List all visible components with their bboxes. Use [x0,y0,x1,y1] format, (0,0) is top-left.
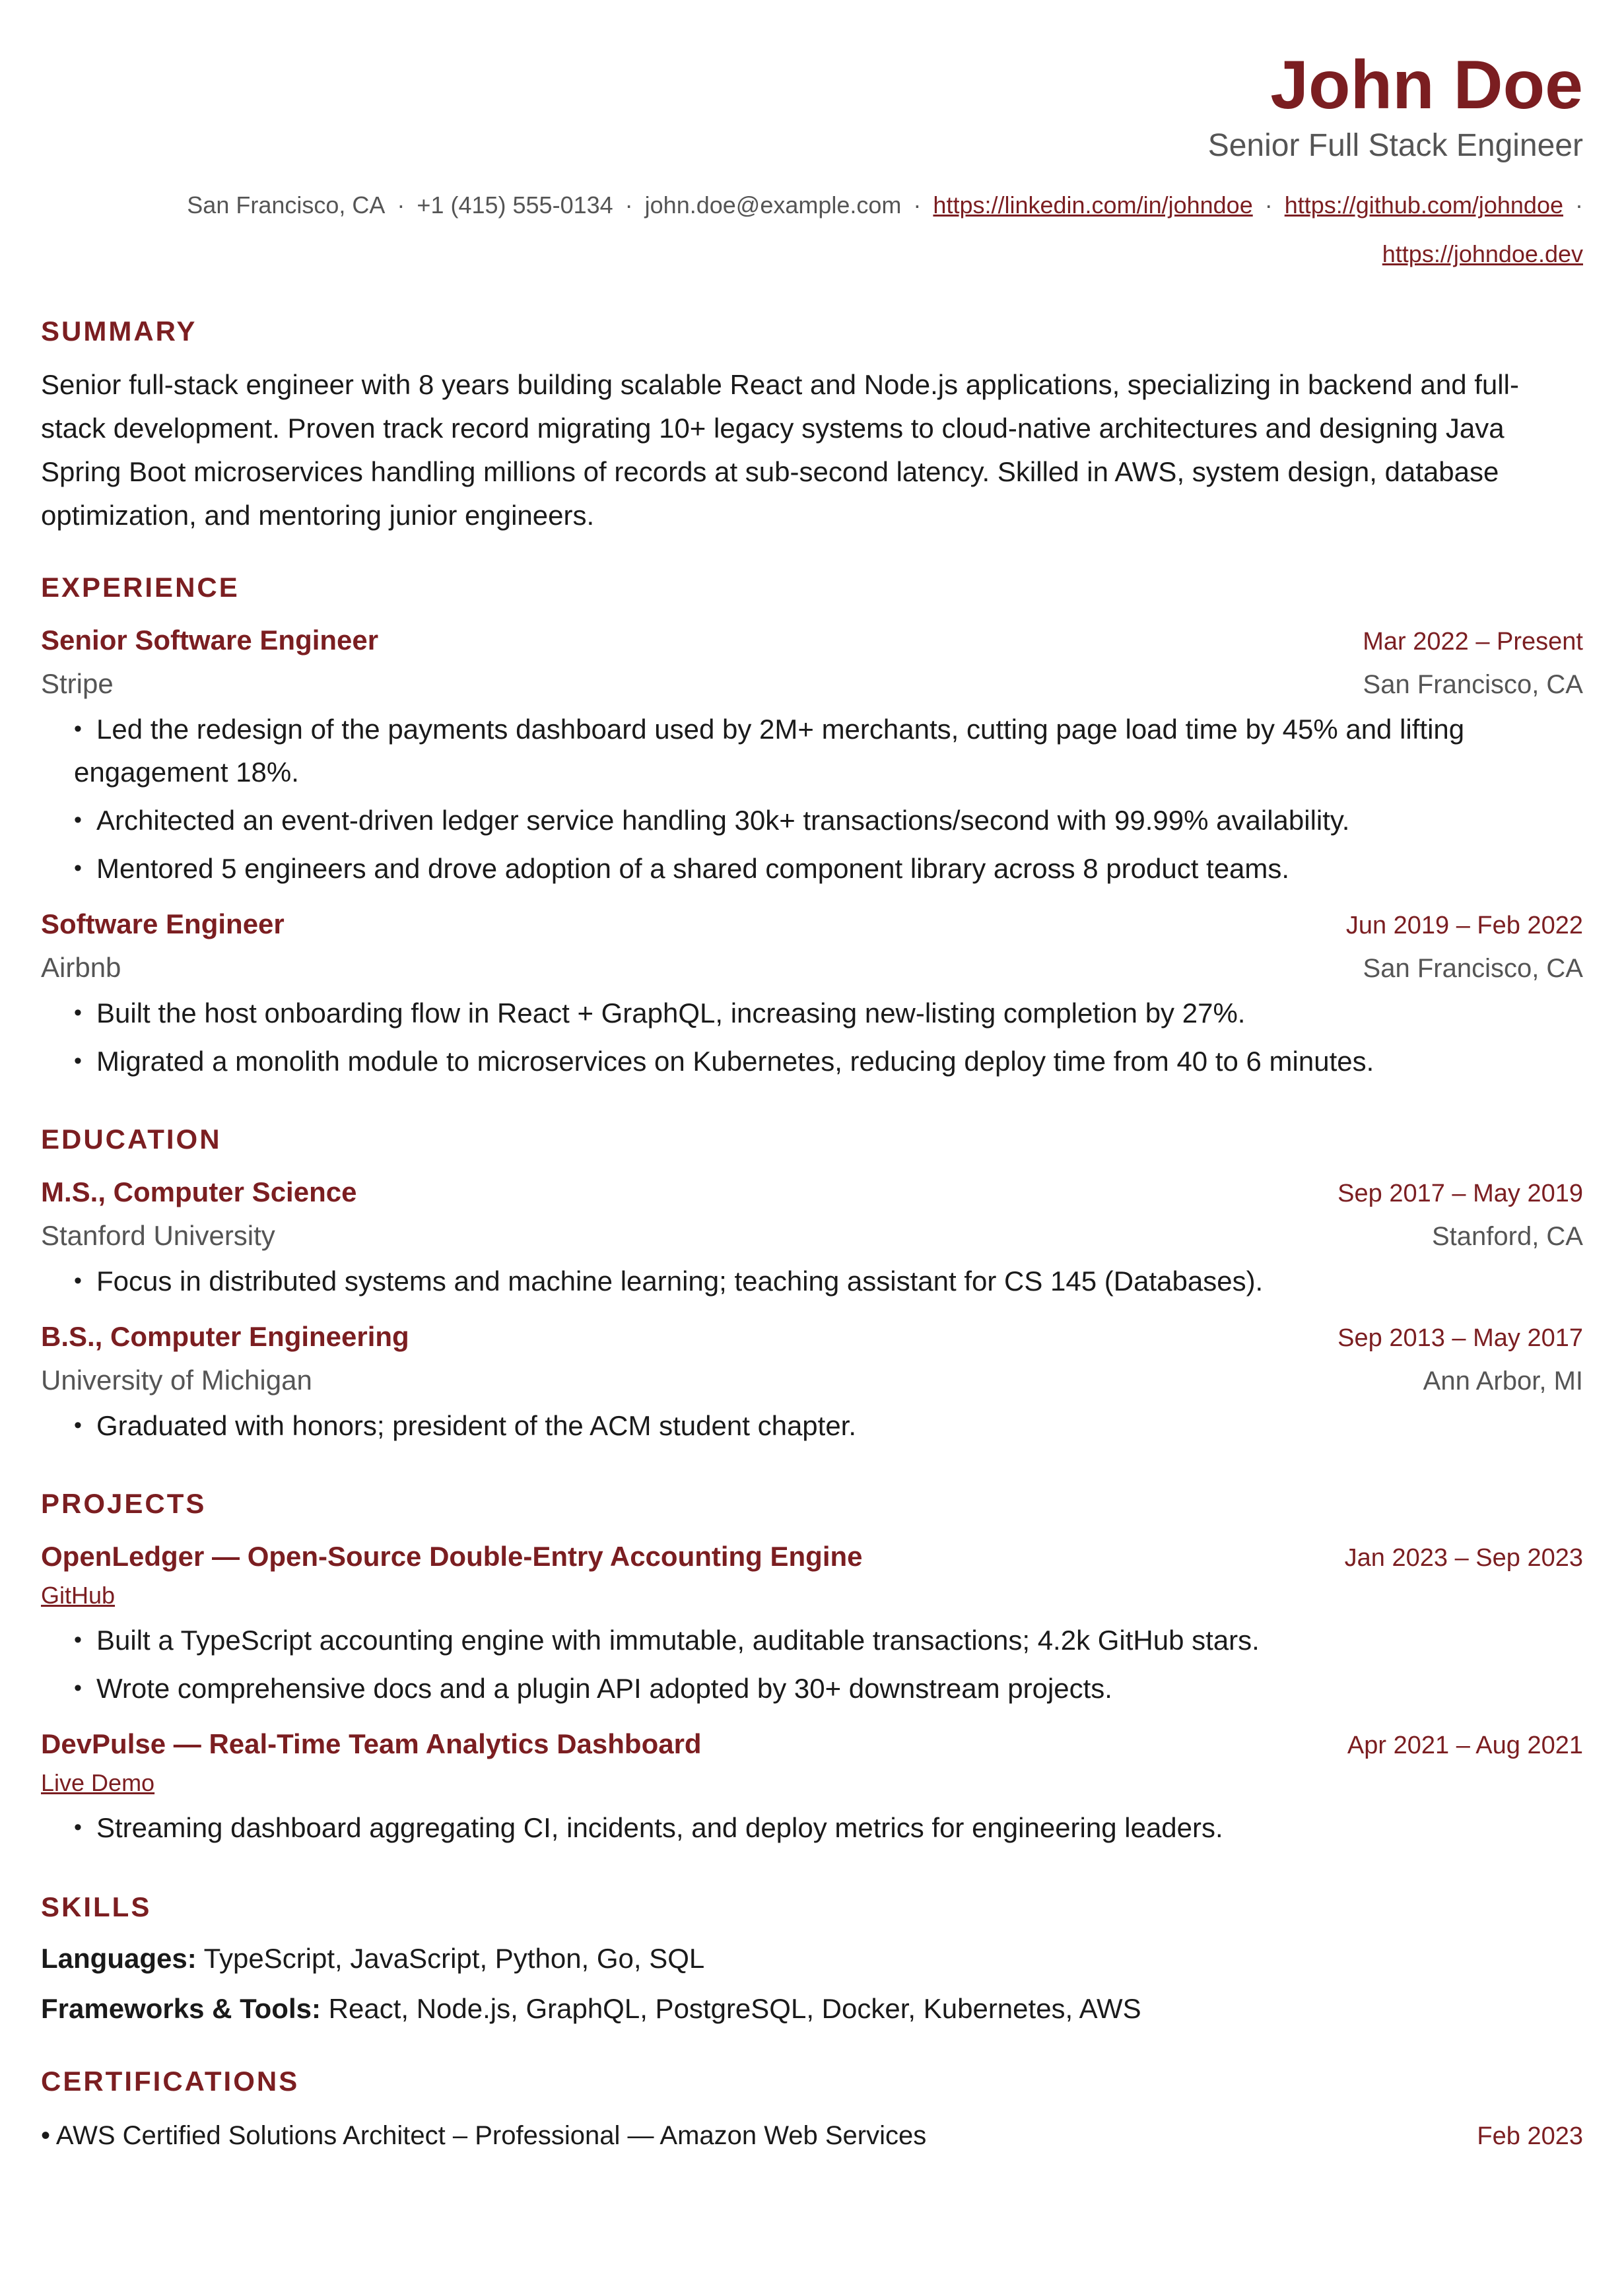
job-location: San Francisco, CA [1363,669,1583,699]
section-heading: EDUCATION [41,1123,222,1155]
job-dates: Mar 2022 – Present [1363,627,1583,656]
experience-entry [41,908,1583,1083]
project-github-link[interactable]: GitHub [41,1581,116,1609]
school-name: Stanford University [41,1219,275,1251]
project-entry [41,1541,1583,1710]
job-title: Senior Software Engineer [41,624,379,656]
section-heading: EXPERIENCE [41,571,240,603]
section-heading: PROJECTS [41,1487,207,1519]
contact-separator: · [625,191,633,219]
contact-separator: · [1264,191,1273,219]
experience-section [41,572,1583,1083]
bullet-item: • Mentored 5 engineers and drove adoption of a shared component library across 8 product teams. [74,847,1583,890]
contact-separator: · [397,191,405,219]
degree-dates: Sep 2017 – May 2019 [1337,1179,1583,1207]
bullet-item: • Wrote comprehensive docs and a plugin API adopted by 30+ downstream projects. [74,1667,1583,1710]
skills-languages-value: TypeScript, JavaScript, Python, Go, SQL [203,1942,705,1974]
degree-dates: Sep 2013 – May 2017 [1337,1324,1583,1352]
project-bullets [41,1806,1583,1849]
skills-frameworks-value: React, Node.js, GraphQL, PostgreSQL, Docker, Kubernetes, AWS [328,1992,1141,2024]
bullet-item: • Built the host onboarding flow in React + GraphQL, increasing new-listing completion by 27%. [74,992,1583,1034]
job-location: San Francisco, CA [1363,953,1583,983]
job-dates: Jun 2019 – Feb 2022 [1345,911,1583,939]
skills-languages-label: Languages: [41,1942,197,1974]
school-location: Stanford, CA [1431,1221,1583,1251]
project-entry [41,1728,1583,1849]
bullet-item: • Graduated with honors; president of the ACM student chapter. [74,1404,1583,1447]
bullet-item: • Architected an event-driven ledger service handling 30k+ transactions/second with 99.99% availability. [74,799,1583,842]
company-name: Airbnb [41,951,121,983]
education-bullets [41,1260,1583,1302]
school-location: Ann Arbor, MI [1423,1366,1583,1396]
degree-title: M.S., Computer Science [41,1176,357,1207]
education-bullets [41,1404,1583,1447]
website-link[interactable]: https://johndoe.dev [1382,240,1583,267]
project-demo-link[interactable]: Live Demo [41,1769,155,1796]
project-bullets [41,1619,1583,1710]
degree-title: B.S., Computer Engineering [41,1320,409,1352]
project-dates: Jan 2023 – Sep 2023 [1344,1543,1583,1572]
skills-frameworks [41,1984,1583,2034]
candidate-title: Senior Full Stack Engineer [1207,128,1583,164]
skills-frameworks-label: Frameworks & Tools: [41,1992,321,2024]
certifications-section [41,2066,1583,2151]
contact-phone: +1 (415) 555-0134 [417,191,613,219]
job-bullets [41,708,1583,890]
resume-header [41,48,1583,279]
project-title: OpenLedger — Open-Source Double-Entry Accounting Engine [41,1540,863,1572]
summary-text: Senior full-stack engineer with 8 years building scalable React and Node.js applications, specializing in backend and full-stack development. Proven track record migrating 10+ legacy systems to cloud-native architectures and designing Java Spring Boot microservices handling millions of records at sub-second latency. Skilled in AWS, system design, database optimization, and mentoring junior engineers. [41,368,1519,531]
contact-email[interactable]: john.doe@example.com [644,191,902,219]
bullet-item: • Migrated a monolith module to microservices on Kubernetes, reducing deploy time from 40 to 6 minutes. [74,1040,1583,1083]
project-dates: Apr 2021 – Aug 2021 [1347,1731,1583,1759]
bullet-item: • Focus in distributed systems and machine learning; teaching assistant for CS 145 (Databases). [74,1260,1583,1302]
company-name: Stripe [41,667,114,699]
bullet-item: • Built a TypeScript accounting engine with immutable, auditable transactions; 4.2k GitHub stars. [74,1619,1583,1662]
contact-separator: · [913,191,922,219]
job-title: Software Engineer [41,908,285,939]
github-link[interactable]: https://github.com/johndoe [1284,191,1563,219]
school-name: University of Michigan [41,1364,312,1396]
section-heading: SKILLS [41,1891,152,1922]
section-heading: SUMMARY [41,315,197,347]
skills-languages [41,1934,1583,1984]
contact-separator: · [1575,191,1583,219]
summary-section [41,316,1583,537]
certification-entry [41,2121,1583,2151]
certification-date: Feb 2023 [1477,2122,1583,2150]
skills-section [41,1891,1583,2034]
projects-section [41,1488,1583,1849]
section-heading: CERTIFICATIONS [41,2065,300,2097]
bullet-item: • Led the redesign of the payments dashboard used by 2M+ merchants, cutting page load time by 45% and lifting engagement 18%. [74,708,1583,793]
education-entry [41,1176,1583,1302]
experience-entry [41,625,1583,890]
education-entry [41,1321,1583,1447]
linkedin-link[interactable]: https://linkedin.com/in/johndoe [933,191,1253,219]
project-title: DevPulse — Real-Time Team Analytics Dashboard [41,1728,702,1759]
candidate-name: John Doe [1270,47,1583,123]
contact-info [41,181,1583,279]
certification-text: • AWS Certified Solutions Architect – Professional — Amazon Web Services [41,2120,927,2150]
bullet-item: • Streaming dashboard aggregating CI, incidents, and deploy metrics for engineering leaders. [74,1806,1583,1849]
education-section [41,1124,1583,1447]
contact-location: San Francisco, CA [187,191,386,219]
job-bullets [41,992,1583,1083]
